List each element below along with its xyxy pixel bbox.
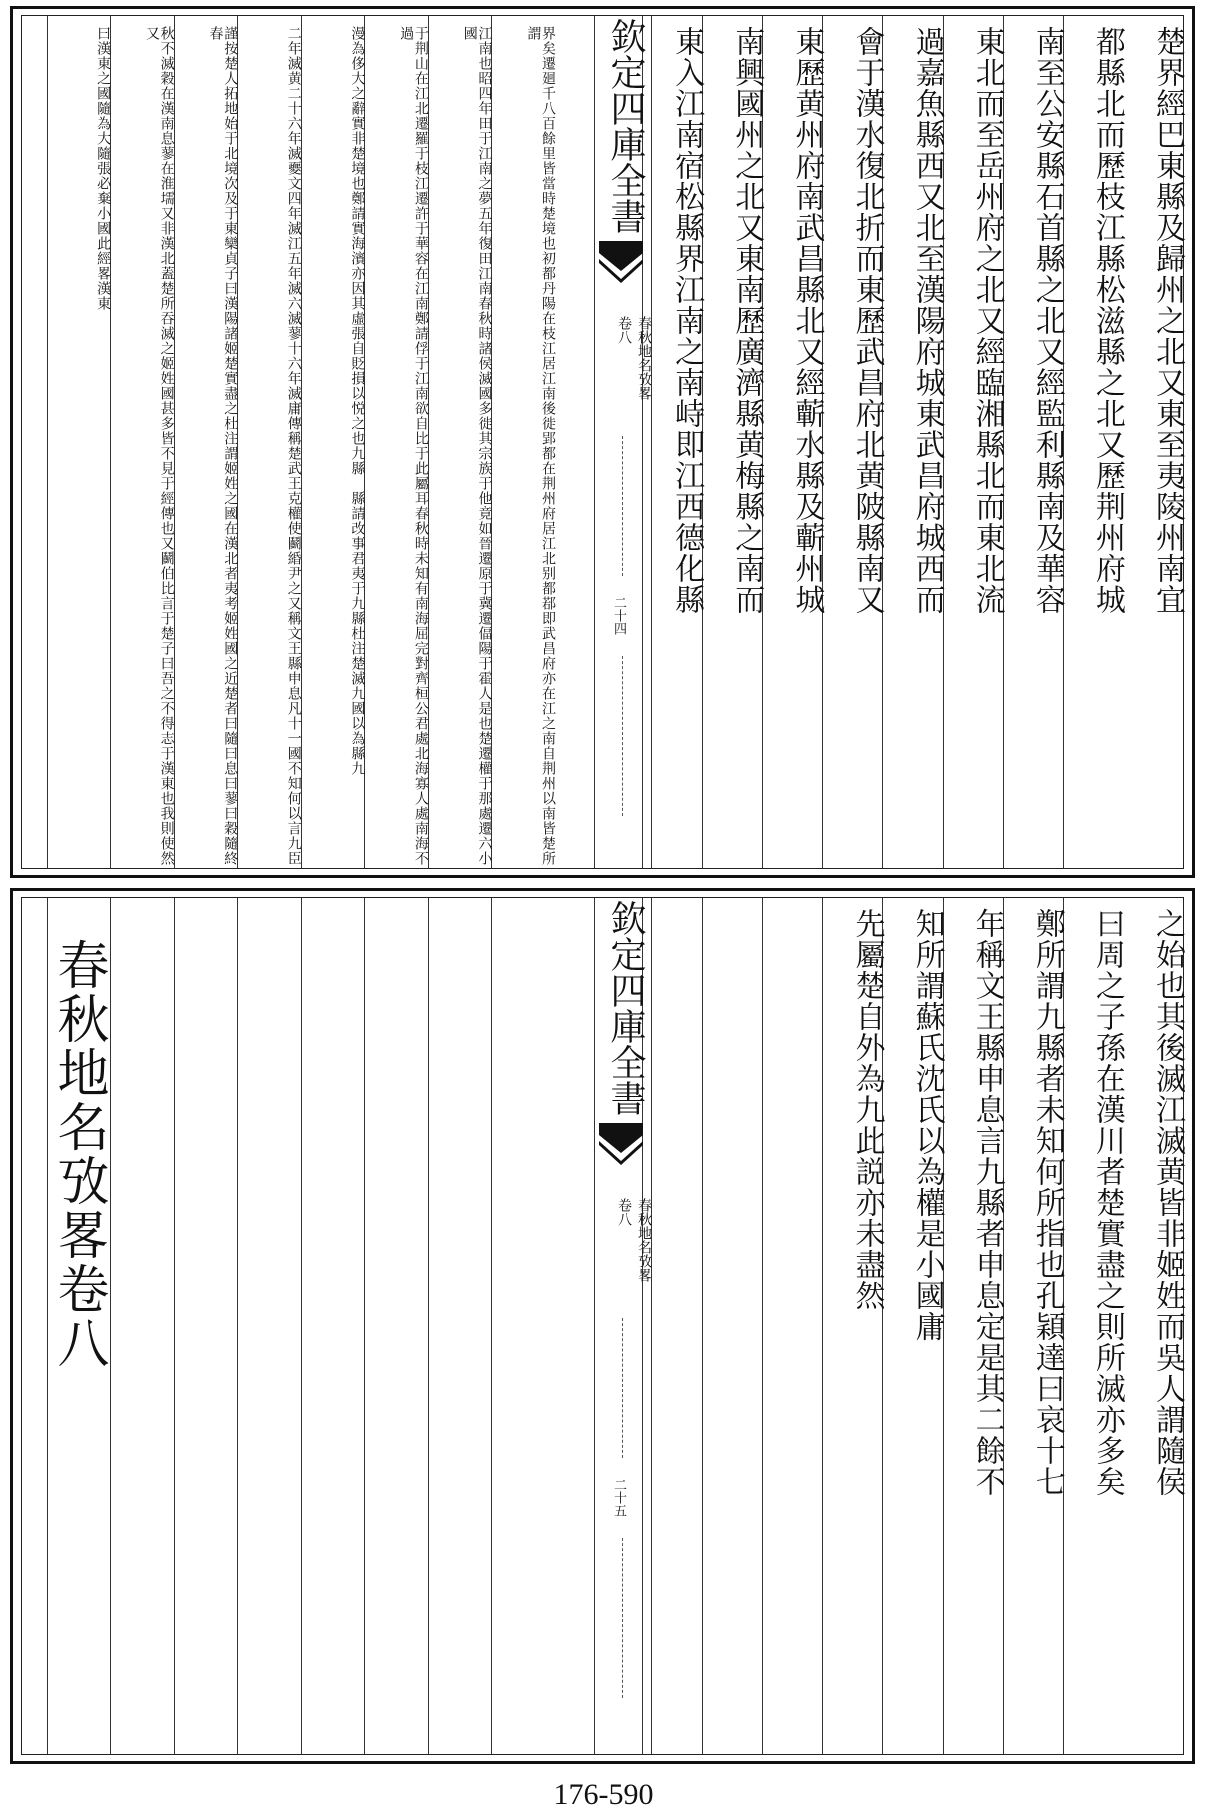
running-head: 春秋地名攷畧 bbox=[636, 1198, 652, 1282]
text-column bbox=[174, 898, 238, 1754]
center-gutter bbox=[594, 898, 652, 1754]
text-column bbox=[301, 898, 365, 1754]
page-number: 二十五 bbox=[611, 1478, 626, 1517]
text-column: 楚界經巴東縣及歸州之北又東至夷陵州南宜 bbox=[1150, 26, 1185, 615]
top-left-overlay bbox=[18, 12, 1187, 872]
text-column bbox=[237, 898, 301, 1754]
text-column: 江南也昭四年田于江南之夢五年復田江南春秋時諸侯滅國多徙其宗族于他竟如晉遷原于冀遷偪陽于霍人是也楚遷權于那處遷六小國 bbox=[428, 16, 492, 868]
text-column: 南至公安縣石首縣之北又經監利縣南及華容 bbox=[1003, 16, 1063, 868]
text-column: 曰漢東之國隨為大隨張必棄小國此經畧漢東 bbox=[47, 16, 111, 868]
bottom-page bbox=[10, 888, 1195, 1764]
text-column: 漫為侈大之辭實非楚境也鄭請實海濱亦因其虛張自貶損以悦之也九縣 縣請改事君夷于九縣杜注楚滅九國以為縣九 bbox=[301, 16, 365, 868]
text-column bbox=[762, 898, 822, 1754]
text-column: 之始也其後滅江滅黄皆非姬姓而吳人謂隨侯 bbox=[1150, 908, 1185, 1497]
text-column: 年稱文王縣申息言九縣者申息定是其二餘不 bbox=[943, 898, 1003, 1754]
fish-tail-mark-icon bbox=[599, 1123, 643, 1167]
text-column: 鄭所謂九縣者未知何所指也孔穎達曰哀十七 bbox=[1003, 898, 1063, 1754]
volume-end-title: 春秋地名攷畧卷八 bbox=[48, 938, 108, 1370]
bottom-page-text-frame bbox=[21, 897, 1184, 1755]
running-head: 春秋地名攷畧 bbox=[636, 316, 652, 400]
text-column bbox=[702, 898, 762, 1754]
text-column: 秋不滅穀在漢南息蓼在淮壖又非漢北蓋楚所吞滅之姬姓國甚多皆不見于經傳也又鬬伯比言于楚子曰吾之不得志于漢東也我則使然又 bbox=[110, 16, 174, 868]
text-column bbox=[491, 898, 555, 1754]
text-column: 先屬楚自外為九此説亦未盡然 bbox=[822, 898, 882, 1754]
book-title: 欽定四庫全書 bbox=[605, 18, 646, 234]
page-footer-label: 176-590 bbox=[553, 1778, 654, 1811]
volume-marker: 卷八 bbox=[616, 1198, 632, 1226]
text-column: 過嘉魚縣西又北至漢陽府城東武昌府城西而 bbox=[882, 16, 942, 868]
text-column: 謹按楚人拓地始于北境次及于東欒貞子曰漢陽諸姬楚實盡之杜注謂姬姓之國在漢北者夷考姬姓國之近楚者曰隨曰息曰蓼曰穀隨終春 bbox=[174, 16, 238, 868]
text-column: 東北而至岳州府之北又經臨湘縣北而東北流 bbox=[943, 16, 1003, 868]
text-column: 界矣遷廻千八百餘里皆當時楚境也初都丹陽在枝江居江南後徙郢都在荆州府居江北别都鄀即武昌府亦在江之南自荆州以南皆楚所謂 bbox=[491, 16, 555, 868]
text-column: 二年滅黄二十六年滅夒文四年滅江五年滅六滅蓼十六年滅庸傳稱楚武王克權使鬬緍尹之又稱文王縣申息凡十一國不知何以言九臣 bbox=[237, 16, 301, 868]
text-column: 南興國州之北又東南歷廣濟縣黄梅縣之南而 bbox=[702, 16, 762, 868]
text-column: 都縣北而歷枝江縣松滋縣之北又歷荆州府城 bbox=[1063, 16, 1123, 868]
text-column bbox=[110, 898, 174, 1754]
text-column: 東入江南宿松縣界江南之南峙即江西德化縣 bbox=[642, 16, 702, 868]
text-column: 于荆山在江北遷羅于枝江遷許于華容在江南鄭請俘于江南欲自比于此屬耳春秋時未知有南海屈完對齊桓公君處北海寡人處南海不過 bbox=[364, 16, 428, 868]
gutter-rule bbox=[622, 1318, 623, 1458]
text-column: 會于漢水復北折而東歷武昌府北黄陂縣南又 bbox=[822, 16, 882, 868]
text-column: 知所謂蘇氏沈氏以為權是小國庸 bbox=[882, 898, 942, 1754]
text-column bbox=[428, 898, 492, 1754]
text-column bbox=[364, 898, 428, 1754]
gutter-rule bbox=[622, 1538, 623, 1698]
text-column: 東歷黄州府南武昌縣北又經蘄水縣及蘄州城 bbox=[762, 16, 822, 868]
page-number: 二十四 bbox=[611, 596, 626, 635]
text-column: 曰周之子孫在漢川者楚實盡之則所滅亦多矣 bbox=[1063, 898, 1123, 1754]
volume-marker: 卷八 bbox=[616, 316, 632, 344]
book-title: 欽定四庫全書 bbox=[605, 900, 646, 1116]
